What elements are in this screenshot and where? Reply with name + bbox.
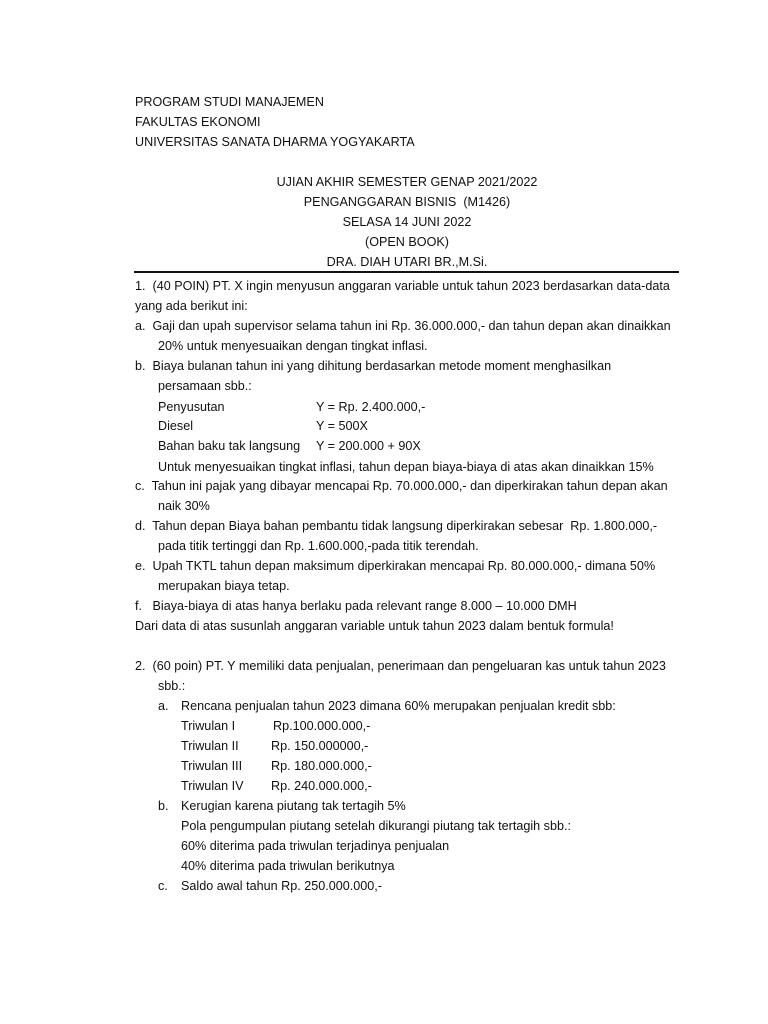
q2-item-c-label: c. [158,879,168,893]
q1-item-a-line-2: 20% untuk menyesuaikan dengan tingkat inflasi. [158,339,428,353]
q1-item-c-line-2: naik 30% [158,499,210,513]
university-name: UNIVERSITAS SANATA DHARMA YOGYAKARTA [135,135,415,149]
quarter-value-3: Rp. 180.000.000,- [271,759,372,773]
q1-item-b-line-1: b. Biaya bulanan tahun ini yang dihitung berdasarkan metode moment menghasilkan [135,359,612,373]
course-name: PENGANGGARAN BISNIS (M1426) [303,195,511,209]
quarter-value-4: Rp. 240.000.000,- [271,779,372,793]
cost-formula-diesel: Y = 500X [316,419,368,433]
q1-item-c-line-1: c. Tahun ini pajak yang dibayar mencapai Rp. 70.000.000,- dan diperkirakan tahun depan akan [135,479,668,493]
q1-item-d-line-1: d. Tahun depan Biaya bahan pembantu tidak langsung diperkirakan sebesar Rp. 1.800.000,- [135,519,658,533]
header-divider [134,271,679,273]
cost-name-diesel: Diesel [158,419,193,433]
quarter-name-3: Triwulan III [181,759,243,773]
q2-item-a-label: a. [158,699,169,713]
q2-item-b-line-3: 60% diterima pada triwulan terjadinya penjualan [181,839,450,853]
cost-formula-indirect-material: Y = 200.000 + 90X [316,439,421,453]
q1-item-a-line-1: a. Gaji dan upah supervisor selama tahun ini Rp. 36.000.000,- dan tahun depan akan dinaikkan [135,319,671,333]
exam-title: UJIAN AKHIR SEMESTER GENAP 2021/2022 [276,175,538,189]
q2-item-b-line-2: Pola pengumpulan piutang setelah dikurangi piutang tak tertagih sbb.: [181,819,571,833]
q1-item-e-line-2: merupakan biaya tetap. [158,579,290,593]
faculty-name: FAKULTAS EKONOMI [135,115,261,129]
exam-date: SELASA 14 JUNI 2022 [342,215,472,229]
q1-item-f: f. Biaya-biaya di atas hanya berlaku pada relevant range 8.000 – 10.000 DMH [135,599,577,613]
q2-item-b-label: b. [158,799,169,813]
cost-name-depreciation: Penyusutan [158,400,225,414]
quarter-value-2: Rp. 150.000000,- [271,739,369,753]
q1-intro-line-2: yang ada berikut ini: [135,299,248,313]
q2-item-b-line-1: Kerugian karena piutang tak tertagih 5% [181,799,406,813]
q1-item-b-line-2: persamaan sbb.: [158,379,252,393]
q2-intro-line-2: sbb.: [158,679,186,693]
quarter-name-1: Triwulan I [181,719,236,733]
q2-item-c-text: Saldo awal tahun Rp. 250.000.000,- [181,879,382,893]
cost-name-indirect-material: Bahan baku tak langsung [158,439,301,453]
q2-item-b-line-4: 40% diterima pada triwulan berikutnya [181,859,395,873]
quarter-value-1: Rp.100.000.000,- [273,719,371,733]
q2-intro-line-1: 2. (60 poin) PT. Y memiliki data penjualan, penerimaan dan pengeluaran kas untuk tahun 2023 [135,659,666,673]
q1-intro-line-1: 1. (40 POIN) PT. X ingin menyusun anggaran variable untuk tahun 2023 berdasarkan data-data [135,279,670,293]
program-name: PROGRAM STUDI MANAJEMEN [135,95,324,109]
quarter-name-4: Triwulan IV [181,779,244,793]
cost-formula-depreciation: Y = Rp. 2.400.000,- [316,400,426,414]
q2-item-a-text: Rencana penjualan tahun 2023 dimana 60% merupakan penjualan kredit sbb: [181,699,616,713]
q1-item-b-note: Untuk menyesuaikan tingkat inflasi, tahun depan biaya-biaya di atas akan dinaikkan 15% [158,460,654,474]
lecturer-name: DRA. DIAH UTARI BR.,M.Si. [326,255,488,269]
q1-instruction: Dari data di atas susunlah anggaran variable untuk tahun 2023 dalam bentuk formula! [135,619,614,633]
q1-item-e-line-1: e. Upah TKTL tahun depan maksimum diperkirakan mencapai Rp. 80.000.000,- dimana 50% [135,559,656,573]
quarter-name-2: Triwulan II [181,739,239,753]
exam-mode: (OPEN BOOK) [365,235,449,249]
q1-item-d-line-2: pada titik tertinggi dan Rp. 1.600.000,-pada titik terendah. [158,539,479,553]
